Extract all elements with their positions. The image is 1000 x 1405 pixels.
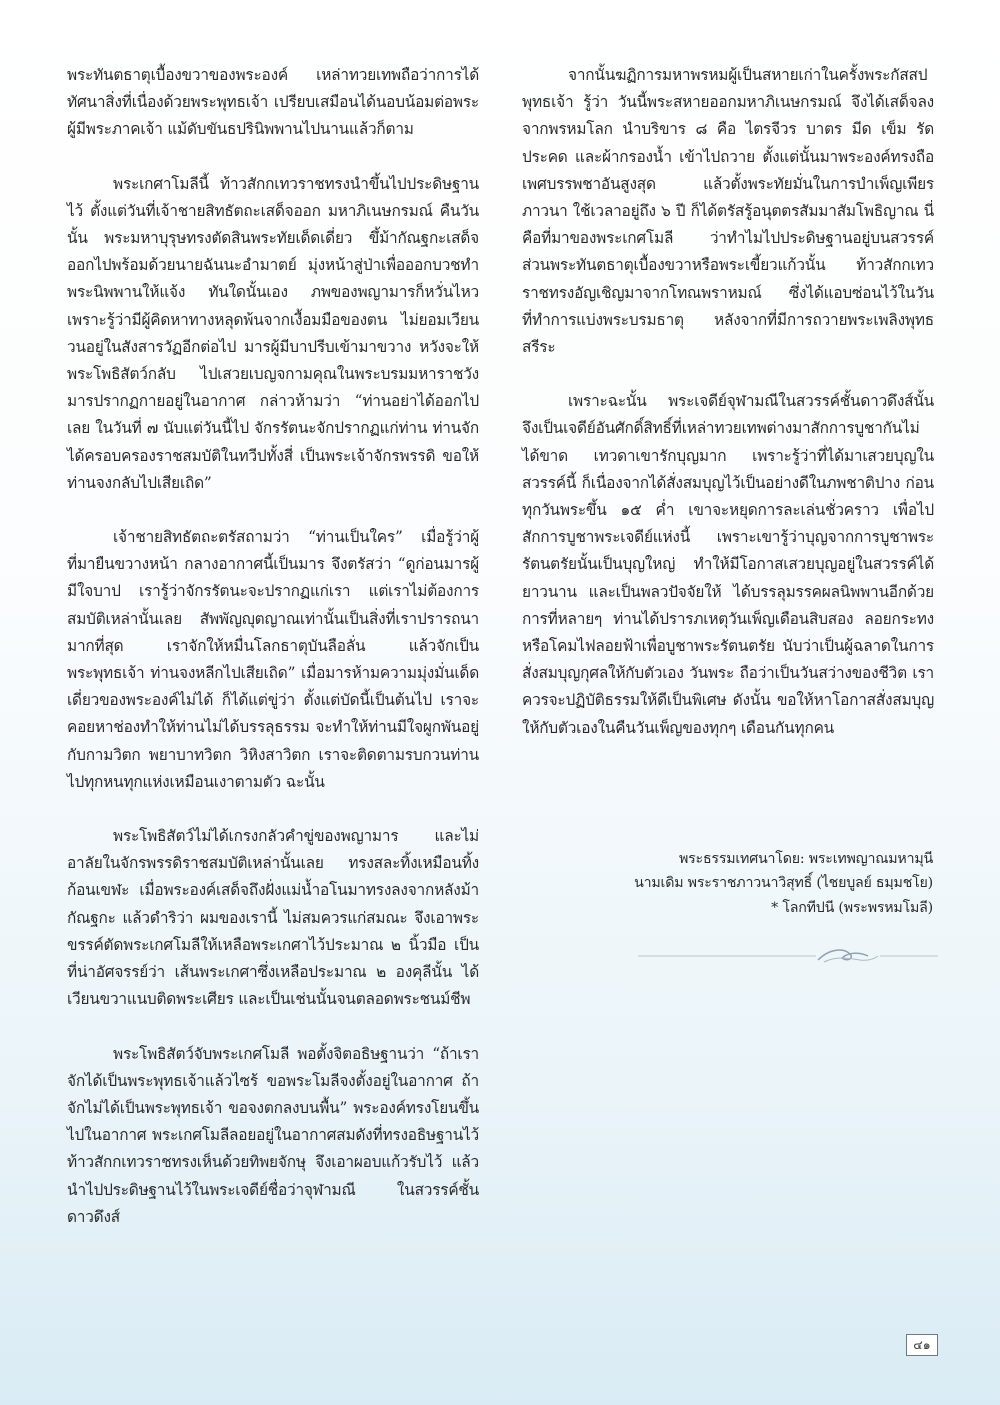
paragraph-gap bbox=[522, 361, 934, 388]
paragraph: จากนั้นฆฏิการมหาพรหมผู้เป็นสหายเก่าในครั้งพระกัสสปพุทธเจ้า รู้ว่า วันนี้พระสหายออกมหาภิเนษกรมณ์ จึงได้เสด็จลงจากพรหมโลก นำบริขาร ๘ คือ ไตรจีวร บาตร มีด เข็ม รัดประคด และผ้ากรองน้ำ เข้าไปถวาย ตั้งแต่นั้นมาพระองค์ทรงถือเพศบรรพชาอันสูงสุด แล้วตั้งพระทัยมั่นในการบำเพ็ญเพียรภาวนา ใช้เวลาอยู่ถึง ๖ ปี ก็ได้ตรัสรู้อนุตตรสัมมาสัมโพธิญาณ นี่คือที่มาของพระเกศโมลี ว่าทำไมไปประดิษฐานอยู่บนสวรรค์ ส่วนพระทันตธาตุเบื้องขวาหรือพระเขี้ยวแก้วนั้น ท้าวสักกเทวราชทรงอัญเชิญมาจากโทณพราหมณ์ ซึ่งได้แอบซ่อนไว้ในวันที่ทำการแบ่งพระบรมธาตุ หลังจากที่มีการถวายพระเพลิงพุทธสรีระ bbox=[522, 66, 934, 357]
sermon-credits bbox=[540, 847, 933, 920]
paragraph: พระโพธิสัตว์ไม่ได้เกรงกลัวคำขู่ของพญามาร และไม่อาลัยในจักรพรรดิราชสมบัติเหล่านั้นเลย ทรงสละทิ้งเหมือนทิ้งก้อนเขฬะ เมื่อพระองค์เสด็จถึงฝั่งแม่น้ำอโนมาทรงลงจากหลังม้ากัณฐกะ แล้วดำริว่า ผมของเรานี้ ไม่สมควรแก่สมณะ จึงเอาพระขรรค์ตัดพระเกศโมลีให้เหลือพระเกศาไว้ประมาณ ๒ นิ้วมือ เป็นที่น่าอัศจรรย์ว่า เส้นพระเกศาซึ่งเหลือประมาณ ๒ องคุลีนั้น ได้เวียนขวาแนบติดพระเศียร และเป็นเช่นนั้นจนตลอดพระชนม์ชีพ bbox=[67, 827, 479, 1009]
right-column bbox=[522, 62, 934, 742]
paragraph: เพราะฉะนั้น พระเจดีย์จุฬามณีในสวรรค์ชั้นดาวดึงส์นั้น จึงเป็นเจดีย์อันศักดิ์สิทธิ์ที่เหล่าทวยเทพต่างมาสักการบูชากันไม่ได้ขาด เทวดาเขารักบุญมาก เพราะรู้ว่าที่ได้มาเสวยบุญในสวรรค์นี้ ก็เนื่องจากได้สั่งสมบุญไว้เป็นอย่างดีในภพชาติปาง ก่อน ทุกวันพระขึ้น ๑๕ ค่ำ เขาจะหยุดการละเล่นชั่วคราว เพื่อไปสักการบูชาพระเจดีย์แห่งนี้ เพราะเขารู้ว่าบุญจากการบูชาพระรัตนตรัยนั้นเป็นบุญใหญ่ ทำให้มีโอกาสเสวยบุญอยู่ในสวรรค์ได้ยาวนาน และเป็นพลวปัจจัยให้ ได้บรรลุมรรคผลนิพพานอีกด้วย การที่หลายๆ ท่านได้ปรารภเหตุวันเพ็ญเดือนสิบสอง ลอยกระทงหรือโคมไฟลอยฟ้าเพื่อบูชาพระรัตนตรัย นับว่าเป็นผู้ฉลาดในการสั่งสมบุญกุศลให้กับตัวเอง วันพระ ถือว่าเป็นวันสว่างของชีวิต เราควรจะปฏิบัติธรรมให้ดีเป็นพิเศษ ดังนั้น ขอให้หาโอกาสสั่งสมบุญให้กับตัวเองในคืนวันเพ็ญของทุกๆ เดือนกันทุกคน bbox=[522, 392, 934, 737]
paragraph-gap bbox=[67, 497, 479, 524]
paragraph: พระโพธิสัตว์จับพระเกศโมลี พอตั้งจิตอธิษฐานว่า “ถ้าเราจักได้เป็นพระพุทธเจ้าแล้วไซร้ ขอพระโมลีจงตั้งอยู่ในอากาศ ถ้าจักไม่ได้เป็นพระพุทธเจ้า ขอจงตกลงบนพื้น” พระองค์ทรงโยนขึ้นไปในอากาศ พระเกศโมลีลอยอยู่ในอากาศสมดังที่ทรงอธิษฐานไว้ ท้าวสักกเทวราชทรงเห็นด้วยทิพยจักษุ จึงเอาผอบแก้วรับไว้ แล้วนำไปประดิษฐานไว้ในพระเจดีย์ชื่อว่าจุฬามณี ในสวรรค์ชั้นดาวดึงส์ bbox=[67, 1044, 479, 1226]
paragraph: พระเกศาโมลีนี้ ท้าวสักกเทวราชทรงนำขึ้นไปประดิษฐานไว้ ตั้งแต่วันที่เจ้าชายสิทธัตถะเสด็จออก มหาภิเนษกรมณ์ คืนวันนั้น พระมหาบุรุษทรงตัดสินพระทัยเด็ดเดี่ยว ขึ้ม้ากัณฐกะเสด็จ ออกไปพร้อมด้วยนายฉันนะอำมาตย์ มุ่งหน้าสู่ป่าเพื่อออกบวชทำพระนิพพานให้แจ้ง ทันใดนั้นเอง ภพของพญามารก็หวั่นไหว เพราะรู้ว่ามีผู้คิดหาทางหลุดพ้นจากเงื้อมมือของตน ไม่ยอมเวียนวนอยู่ในสังสารวัฏอีกต่อไป มารผู้มีบาปรีบเข้ามาขวาง หวังจะให้พระโพธิสัตว์กลับ ไปเสวยเบญจกามคุณในพระบรมมหาราชวัง มารปรากฏกายอยู่ในอากาศ กล่าวห้ามว่า “ท่านอย่าได้ออกไปเลย ในวันที่ ๗ นับแต่วันนี้ไป จักรรัตนะจักปรากฏแก่ท่าน ท่านจักได้ครอบครองราชสมบัติในทวีปทั้งสี่ เป็นพระเจ้าจักรพรรดิ ขอให้ท่านจงกลับไปเสียเถิด” bbox=[67, 174, 479, 492]
paragraph: เจ้าชายสิทธัตถะตรัสถามว่า “ท่านเป็นใคร” เมื่อรู้ว่าผู้ที่มายืนขวางหน้า กลางอากาศนี้เป็นมาร จึงตรัสว่า “ดูก่อนมารผู้มีใจบาป เรารู้ว่าจักรรัตนะจะปรากฏแก่เรา แต่เราไม่ต้องการสมบัติเหล่านั้นเลย สัพพัญญุตญาณเท่านั้นเป็นสิ่งที่เราปรารถนามากที่สุด เราจักให้หมื่นโลกธาตุบันลือลั่น แล้วจักเป็นพระพุทธเจ้า ท่านจงหลีกไปเสียเถิด” เมื่อมารห้ามความมุ่งมั่นเด็ดเดี่ยวของพระองค์ไม่ได้ ก็ได้แต่ขู่ว่า ตั้งแต่บัดนี้เป็นต้นไป เราจะคอยหาช่องทำให้ท่านไม่ได้บรรลุธรรม จะทำให้ท่านมีใจผูกพันอยู่กับกามวิตก พยาบาทวิตก วิหิงสาวิตก เราจะติดตามรบกวนท่านไปทุกหนทุกแห่งเหมือนเงาตามตัว ฉะนั้น bbox=[67, 528, 479, 791]
paragraph-gap bbox=[67, 1014, 479, 1041]
page-number: ๔๑ bbox=[906, 1334, 938, 1356]
left-column bbox=[67, 62, 479, 1231]
paragraph-gap bbox=[67, 144, 479, 171]
credit-line-preacher: พระธรรมเทศนาโดย: พระเทพญาณมหามุนี bbox=[678, 851, 933, 867]
paragraph-gap bbox=[67, 796, 479, 823]
credit-line-former-name: นามเดิม พระราชภาวนาวิสุทธิ์ (ไชยบูลย์ ธมฺมชโย) bbox=[634, 875, 933, 892]
credit-line-reference: * โลกทีปนี (พระพรหมโมลี) bbox=[771, 899, 933, 916]
paragraph: พระทันตธาตุเบื้องขวาของพระองค์ เหล่าทวยเทพถือว่าการได้ทัศนาสิ่งที่เนื่องด้วยพระพุทธเจ้า เปรียบเสมือนได้นอบน้อมต่อพระผู้มีพระภาคเจ้า แม้ดับขันธปรินิพพานไปนานแล้วก็ตาม bbox=[67, 66, 479, 139]
divider-ornament-icon bbox=[638, 940, 938, 970]
